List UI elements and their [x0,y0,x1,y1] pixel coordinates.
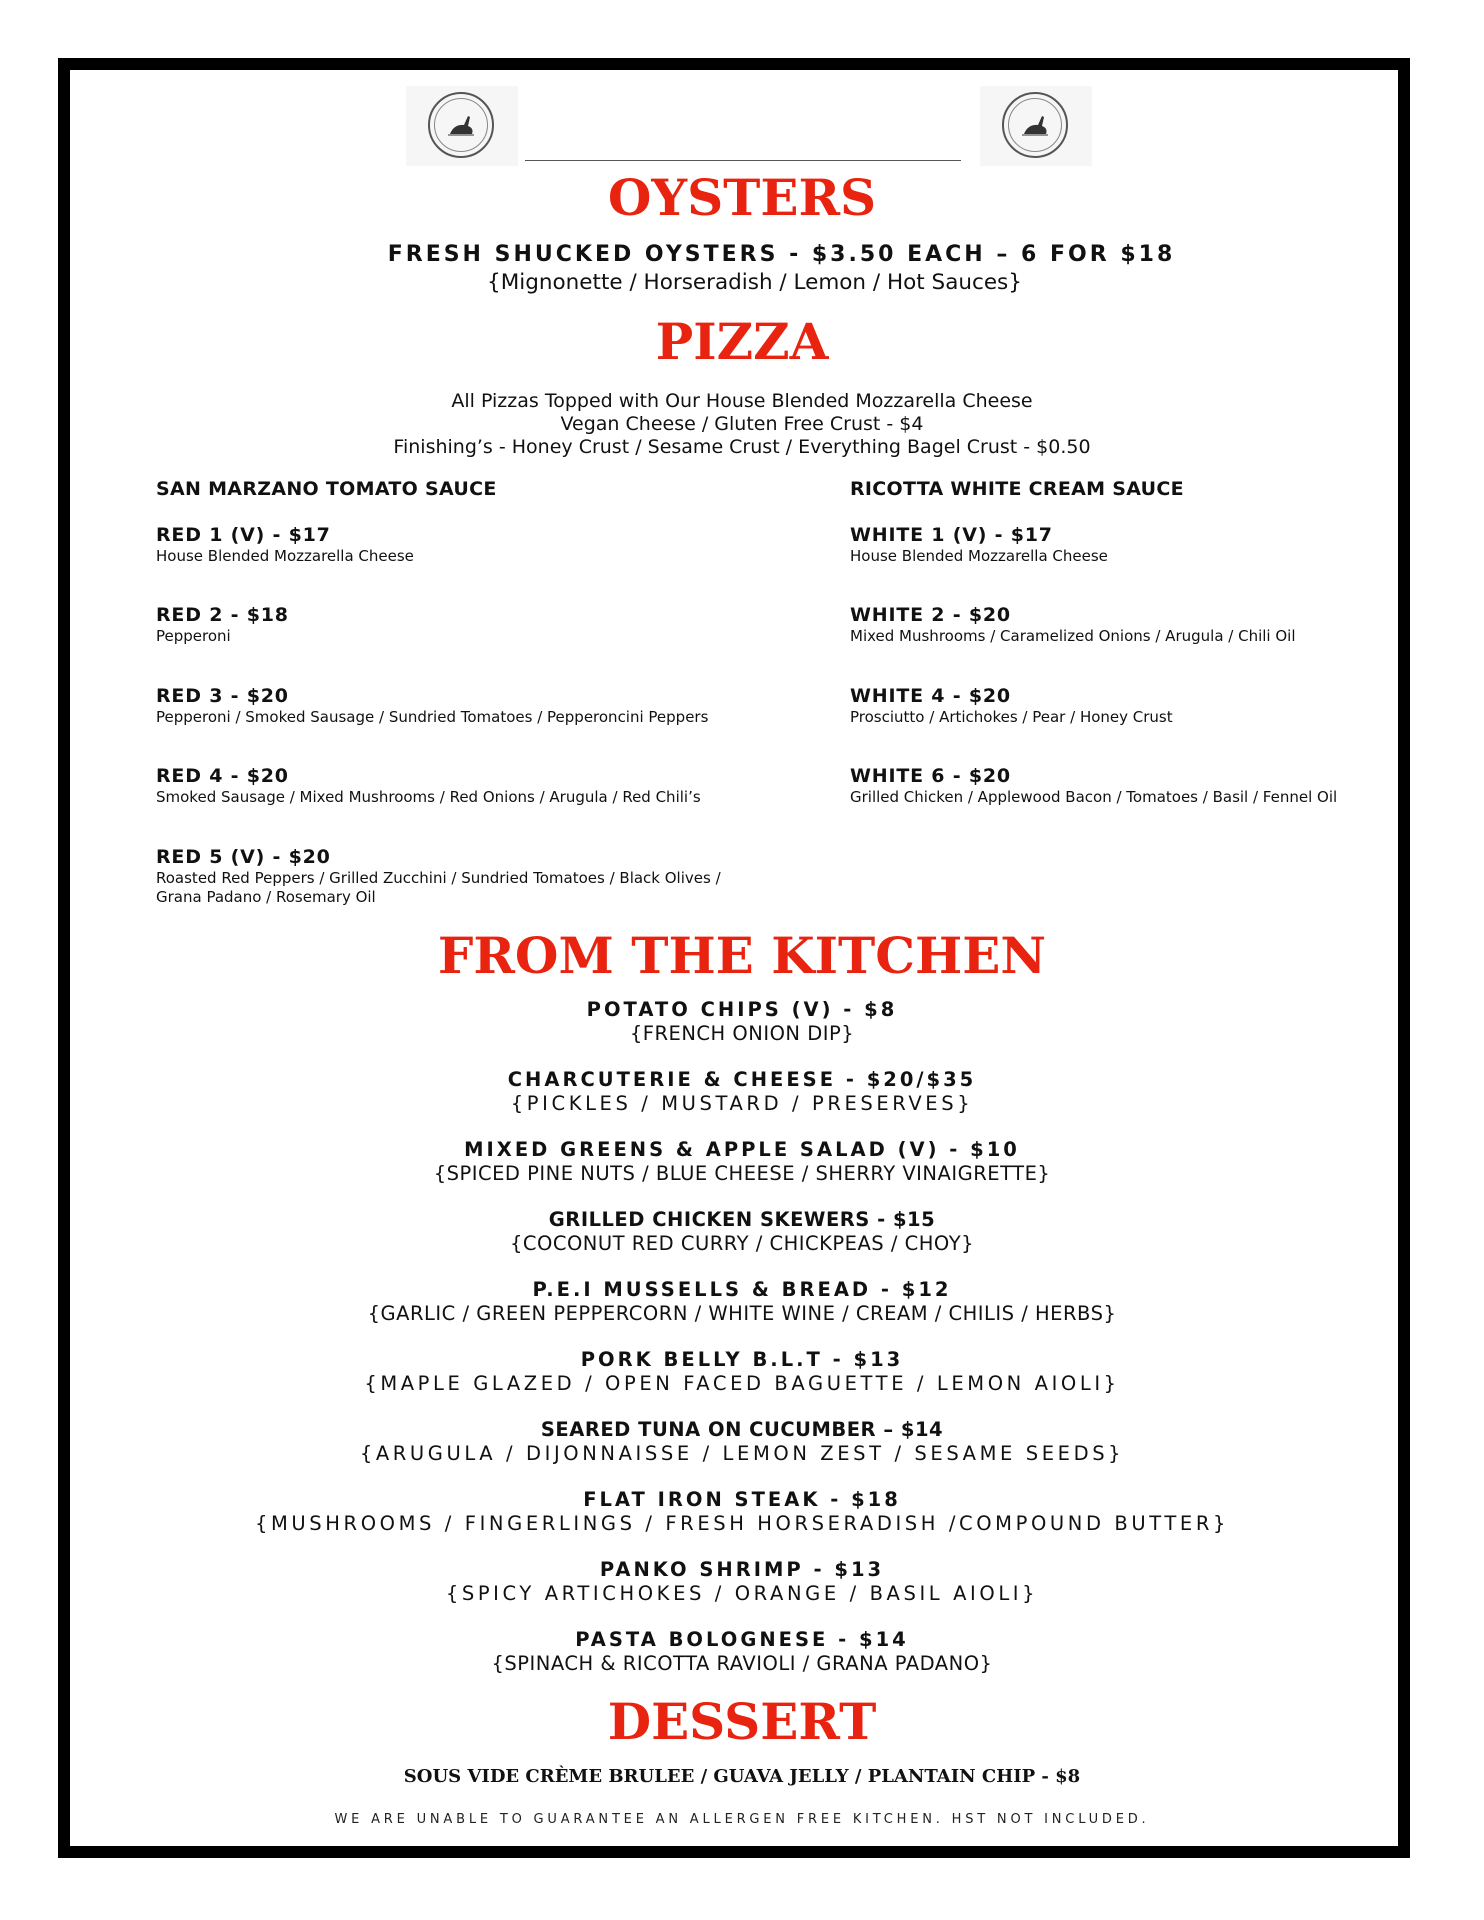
kitchen-item-desc: {FRENCH ONION DIP} [629,1022,855,1045]
logo-right [980,86,1092,166]
pizza-item [156,523,414,566]
pizza-item-desc: Prosciutto / Artichokes / Pear / Honey Crust [850,708,1173,726]
pizza-item-desc: Grana Padano / Rosemary Oil [156,888,376,906]
kitchen-item-desc: {SPICY ARTICHOKES / ORANGE / BASIL AIOLI} [445,1582,1039,1605]
rabbit-icon [430,94,492,156]
pizza-item [156,684,708,727]
pizza-item [850,684,1173,727]
kitchen-item-name: SEARED TUNA ON CUCUMBER – $14 [540,1418,944,1441]
pizza-item-desc: House Blended Mozzarella Cheese [850,547,1108,565]
section-title-oysters: OYSTERS [607,168,877,227]
rabbit-icon [1004,94,1066,156]
kitchen-item-name: POTATO CHIPS (V) - $8 [586,998,898,1021]
kitchen-item-desc: {COCONUT RED CURRY / CHICKPEAS / CHOY} [509,1232,975,1255]
pizza-item [850,523,1108,566]
pizza-intro-line: Vegan Cheese / Gluten Free Crust - $4 [560,413,924,435]
header-divider [525,160,961,161]
kitchen-item-name: FLAT IRON STEAK - $18 [583,1488,901,1511]
kitchen-item-desc: {SPINACH & RICOTTA RAVIOLI / GRANA PADANO} [491,1652,993,1675]
dessert-item: SOUS VIDE CRÈME BRULEE / GUAVA JELLY / PLANTAIN CHIP - $8 [403,1766,1081,1787]
section-title-pizza: PIZZA [655,312,829,371]
logo-seal [428,92,494,158]
oysters-item: FRESH SHUCKED OYSTERS - $3.50 EACH – 6 FOR $18 [387,242,1176,267]
pizza-item-desc: Grilled Chicken / Applewood Bacon / Tomatoes / Basil / Fennel Oil [850,788,1338,806]
pizza-item-desc: Mixed Mushrooms / Caramelized Onions / Arugula / Chili Oil [850,627,1296,645]
pizza-item-desc: Pepperoni [156,627,231,645]
pizza-left-heading: SAN MARZANO TOMATO SAUCE [156,478,497,500]
pizza-item [156,845,721,907]
pizza-intro-line: All Pizzas Topped with Our House Blended Mozzarella Cheese [451,390,1033,412]
pizza-item-desc: Smoked Sausage / Mixed Mushrooms / Red Onions / Arugula / Red Chili’s [156,788,701,806]
logo-left [406,86,518,166]
kitchen-item-desc: {MUSHROOMS / FINGERLINGS / FRESH HORSERADISH /COMPOUND BUTTER} [255,1512,1229,1535]
kitchen-item-desc: {SPICED PINE NUTS / BLUE CHEESE / SHERRY VINAIGRETTE} [433,1162,1051,1185]
kitchen-item-name: MIXED GREENS & APPLE SALAD (V) - $10 [464,1138,1020,1161]
oysters-sauces: {Mignonette / Horseradish / Lemon / Hot Sauces} [487,270,1022,295]
kitchen-item-desc: {GARLIC / GREEN PEPPERCORN / WHITE WINE / CREAM / CHILIS / HERBS} [367,1302,1117,1325]
pizza-item-name: RED 5 (V) - $20 [156,846,331,868]
pizza-item-name: WHITE 6 - $20 [850,765,1011,787]
kitchen-item-name: GRILLED CHICKEN SKEWERS - $15 [548,1208,936,1231]
logo-seal [1002,92,1068,158]
pizza-item [850,603,1296,646]
pizza-item-name: RED 4 - $20 [156,765,289,787]
pizza-item-desc: House Blended Mozzarella Cheese [156,547,414,565]
pizza-item [156,764,701,807]
kitchen-item-name: CHARCUTERIE & CHEESE - $20/$35 [507,1068,977,1091]
kitchen-item-name: PORK BELLY B.L.T - $13 [580,1348,904,1371]
kitchen-item-name: PANKO SHRIMP - $13 [599,1558,885,1581]
pizza-item-name: WHITE 2 - $20 [850,604,1011,626]
section-title-dessert: DESSERT [607,1692,877,1751]
kitchen-item-desc: {ARUGULA / DIJONNAISSE / LEMON ZEST / SESAME SEEDS} [359,1442,1125,1465]
pizza-item-desc: Roasted Red Peppers / Grilled Zucchini / Sundried Tomatoes / Black Olives / [156,869,721,887]
kitchen-item-desc: {MAPLE GLAZED / OPEN FACED BAGUETTE / LEMON AIOLI} [364,1372,1120,1395]
pizza-item-name: WHITE 4 - $20 [850,685,1011,707]
pizza-item-name: WHITE 1 (V) - $17 [850,524,1053,546]
pizza-item-name: RED 2 - $18 [156,604,289,626]
pizza-item [850,764,1337,807]
kitchen-item-name: PASTA BOLOGNESE - $14 [575,1628,909,1651]
pizza-right-heading: RICOTTA WHITE CREAM SAUCE [850,478,1184,500]
pizza-intro-line: Finishing’s - Honey Crust / Sesame Crust / Everything Bagel Crust - $0.50 [393,436,1091,458]
allergen-disclaimer: WE ARE UNABLE TO GUARANTEE AN ALLERGEN FREE KITCHEN. HST NOT INCLUDED. [334,1812,1150,1827]
pizza-item-name: RED 1 (V) - $17 [156,524,331,546]
section-title-kitchen: FROM THE KITCHEN [437,926,1047,985]
pizza-item-desc: Pepperoni / Smoked Sausage / Sundried Tomatoes / Pepperoncini Peppers [156,708,709,726]
kitchen-item-desc: {PICKLES / MUSTARD / PRESERVES} [510,1092,974,1115]
pizza-item [156,603,289,646]
kitchen-item-name: P.E.I MUSSELLS & BREAD - $12 [532,1278,952,1301]
pizza-item-name: RED 3 - $20 [156,685,289,707]
